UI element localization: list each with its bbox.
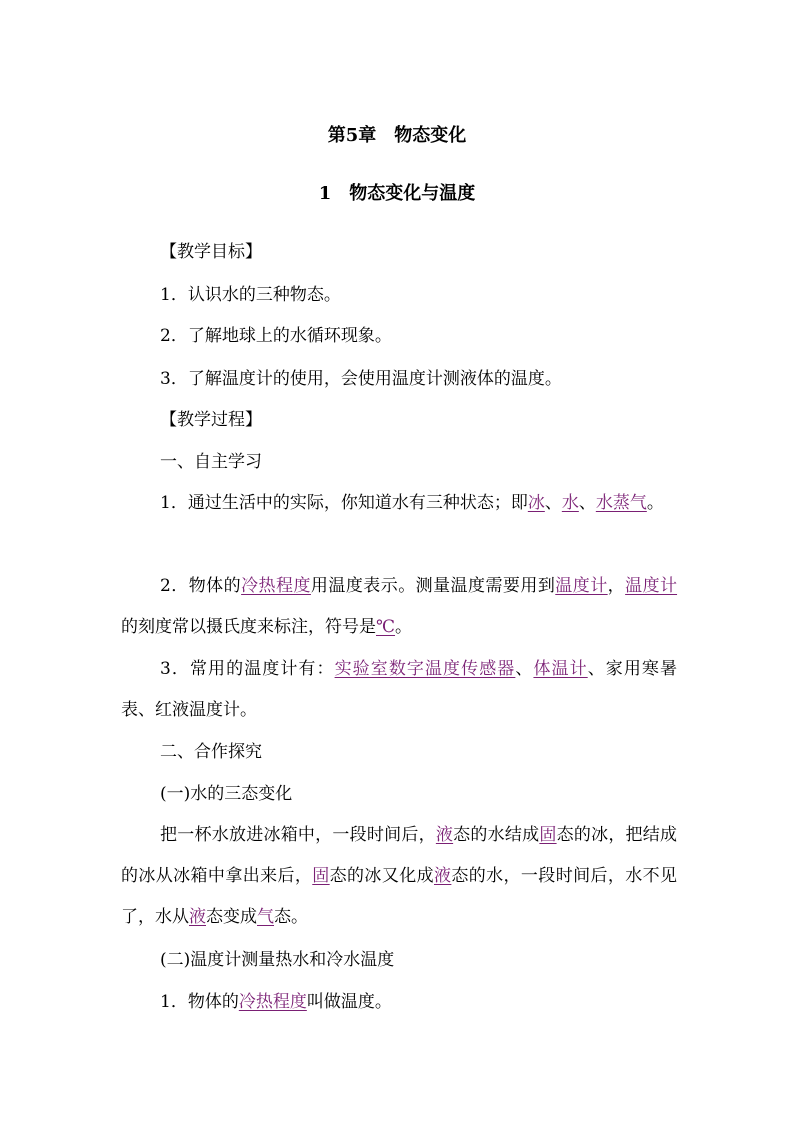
answer-blank: 水 — [561, 493, 579, 513]
part1-heading: 一、自主学习 — [160, 452, 262, 472]
process-heading: 【教学过程】 — [160, 410, 262, 430]
question-2: 2．物体的冷热程度用温度表示。测量温度需要用到温度计，温度计的刻度常以摄氏度来标注，符号是℃。 — [121, 576, 678, 637]
answer-blank: 固 — [539, 825, 557, 845]
part2-heading: 二、合作探究 — [160, 742, 262, 762]
question-1: 1．通过生活中的实际，你知道水有三种状态；即冰、水、水蒸气。 — [160, 493, 664, 513]
goal-item: 2．了解地球上的水循环现象。 — [160, 326, 392, 346]
question-3: 3．常用的温度计有：实验室数字温度传感器、体温计、家用寒暑表、红液温度计。 — [121, 659, 677, 720]
answer-blank: 冷热程度 — [241, 576, 311, 596]
answer-blank: 液 — [189, 907, 206, 927]
answer-blank: 液 — [435, 825, 454, 845]
chapter-title: 第5章 物态变化 — [327, 125, 467, 146]
section-title: 1 物态变化与温度 — [318, 183, 476, 204]
answer-blank: 温度计 — [555, 576, 608, 596]
answer-blank: 气 — [257, 907, 274, 927]
answer-blank: 冰 — [527, 493, 545, 513]
answer-blank: 冷热程度 — [238, 992, 307, 1012]
goals-heading: 【教学目标】 — [160, 242, 262, 262]
answer-blank: 温度计 — [625, 576, 678, 596]
sub2-heading: (二)温度计测量热水和冷水温度 — [160, 950, 395, 970]
goal-item: 3．了解温度计的使用，会使用温度计测液体的温度。 — [160, 369, 562, 389]
answer-blank: 水蒸气 — [595, 493, 647, 513]
answer-blank: 体温计 — [533, 659, 588, 679]
answer-blank: 实验室数字温度传感器 — [334, 659, 516, 679]
sub1-heading: (一)水的三态变化 — [160, 784, 293, 804]
answer-blank: ℃ — [376, 617, 396, 637]
answer-blank: 液 — [433, 866, 452, 886]
goal-item: 1．认识水的三种物态。 — [160, 285, 341, 305]
answer-blank: 固 — [312, 866, 330, 886]
paragraph-three-states: 把一杯水放进冰箱中，一段时间后，液态的水结成固态的冰，把结成的冰从冰箱中拿出来后，固态的冰又化成液态的水，一段时间后，水不见了，水从液态变成气态。 — [121, 825, 678, 927]
question-4: 1．物体的冷热程度叫做温度。 — [160, 992, 392, 1012]
